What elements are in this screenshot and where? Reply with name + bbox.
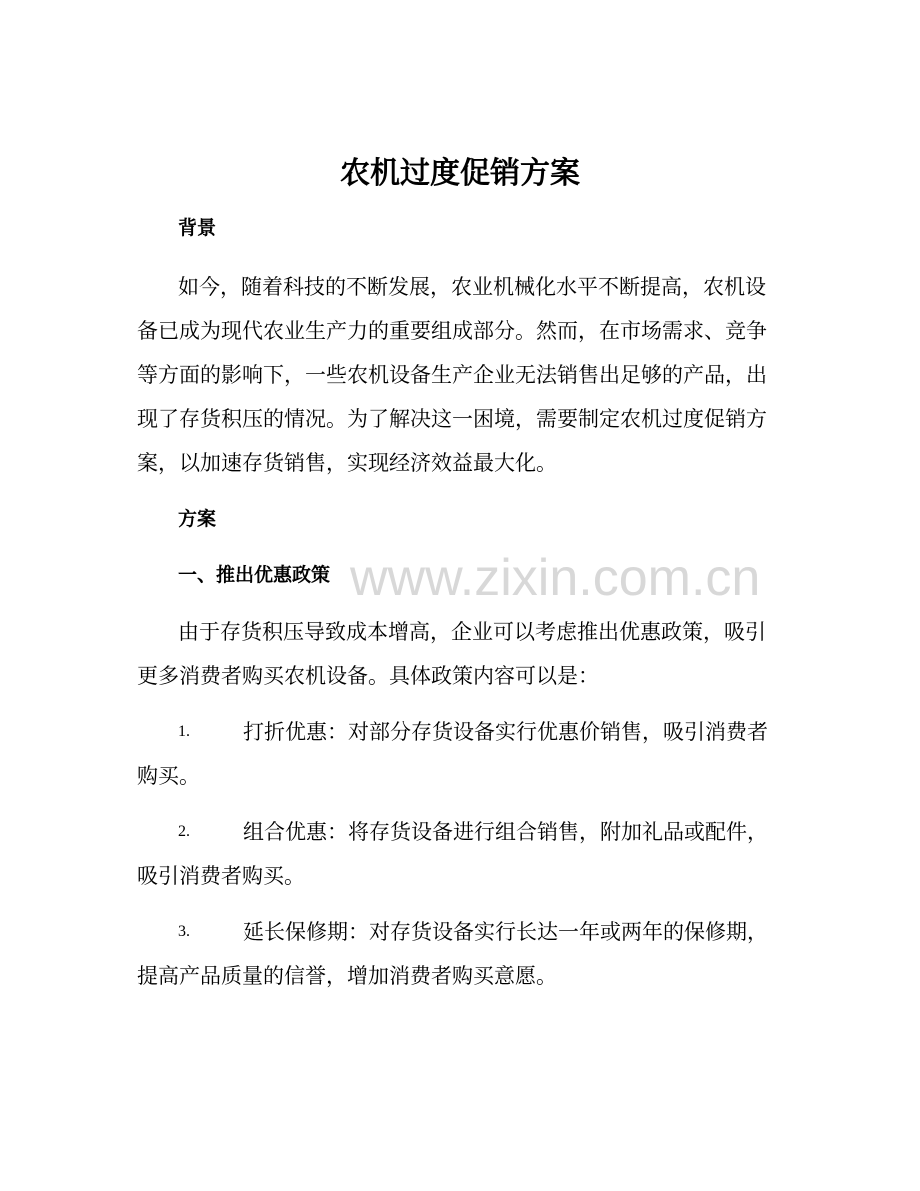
list-number: 2.	[178, 823, 190, 840]
list-number: 1.	[178, 723, 190, 740]
list-text: 打折优惠：对部分存货设备实行优惠价销售，吸引消费者	[243, 720, 768, 744]
section-heading-background: 背景	[178, 217, 217, 239]
list-text: 组合优惠：将存货设备进行组合销售，附加礼品或配件，	[243, 820, 768, 844]
list-text: 提高产品质量的信誉，增加消费者购买意愿。	[137, 964, 557, 988]
paragraph-line: 由于存货积压导致成本增高，企业可以考虑推出优惠政策，吸引	[178, 620, 766, 644]
subsection-heading: 一、推出优惠政策	[178, 564, 331, 586]
list-text: 购买。	[137, 764, 200, 788]
paragraph-line: 如今，随着科技的不断发展，农业机械化水平不断提高，农机设	[178, 275, 766, 299]
paragraph-line: 现了存货积压的情况。为了解决这一困境，需要制定农机过度促销方	[137, 407, 767, 431]
list-text: 吸引消费者购买。	[137, 864, 305, 888]
list-text: 延长保修期：对存货设备实行长达一年或两年的保修期，	[243, 920, 768, 944]
paragraph-line: 等方面的影响下，一些农机设备生产企业无法销售出足够的产品，出	[137, 363, 767, 387]
section-heading-plan: 方案	[178, 508, 217, 530]
paragraph-line: 案，以加速存货销售，实现经济效益最大化。	[137, 451, 557, 475]
paragraph-line: 更多消费者购买农机设备。具体政策内容可以是：	[137, 664, 599, 688]
paragraph-line: 备已成为现代农业生产力的重要组成部分。然而，在市场需求、竞争	[137, 319, 767, 343]
watermark: www.zixin.com.cn	[350, 549, 761, 607]
document-title: 农机过度促销方案	[340, 156, 580, 191]
list-number: 3.	[178, 923, 190, 940]
